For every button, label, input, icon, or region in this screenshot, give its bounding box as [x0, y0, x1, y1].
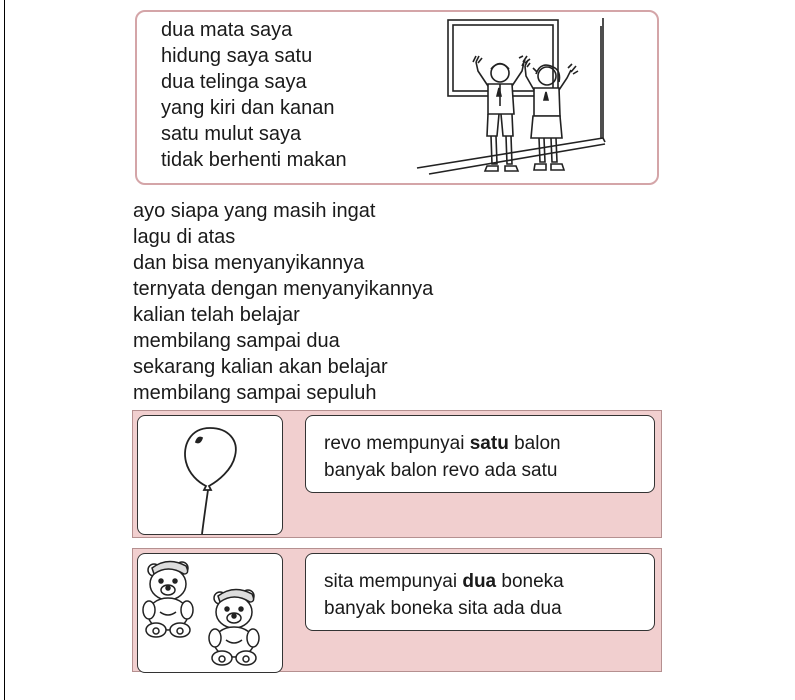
page-margin-rule [4, 0, 5, 700]
sentence-prefix: revo mempunyai [324, 433, 470, 454]
teddy-bear-icon [138, 554, 282, 672]
sentence-prefix: sita mempunyai [324, 571, 463, 592]
picture-frame [137, 415, 283, 535]
paragraph-line: membilang sampai dua [133, 330, 340, 352]
children-singing-illustration [415, 16, 611, 180]
sentence-line-2: banyak boneka sita ada dua [324, 598, 562, 619]
sentence-line-2: banyak balon revo ada satu [324, 460, 558, 481]
sentence-box [305, 415, 655, 493]
number-word: dua [462, 571, 497, 592]
song-line: satu mulut saya [161, 123, 302, 145]
balloon-icon [138, 416, 282, 534]
song-box [135, 10, 659, 185]
sentence-suffix: balon [508, 433, 561, 454]
counting-panel-one [132, 410, 662, 538]
song-line: hidung saya satu [161, 45, 313, 67]
number-word: satu [469, 433, 509, 454]
paragraph-line: sekarang kalian akan belajar [133, 356, 388, 378]
song-line: tidak berhenti makan [161, 149, 347, 171]
sentence-line-1 [324, 430, 654, 457]
paragraph-line: ternyata dengan menyanyikannya [133, 278, 434, 300]
sentence-line-1 [324, 568, 654, 595]
song-line: dua telinga saya [161, 71, 307, 93]
paragraph-line: dan bisa menyanyikannya [133, 252, 365, 274]
song-lyrics [161, 17, 347, 173]
song-line: dua mata saya [161, 19, 293, 41]
paragraph-line: ayo siapa yang masih ingat [133, 200, 376, 222]
paragraph-line: membilang sampai sepuluh [133, 382, 377, 404]
paragraph-line: lagu di atas [133, 226, 236, 248]
sentence-suffix: boneka [496, 571, 564, 592]
song-line: yang kiri dan kanan [161, 97, 335, 119]
paragraph-line: kalian telah belajar [133, 304, 300, 326]
sentence-box [305, 553, 655, 631]
picture-frame [137, 553, 283, 673]
counting-panel-two [132, 548, 662, 672]
intro-paragraph [133, 198, 433, 406]
